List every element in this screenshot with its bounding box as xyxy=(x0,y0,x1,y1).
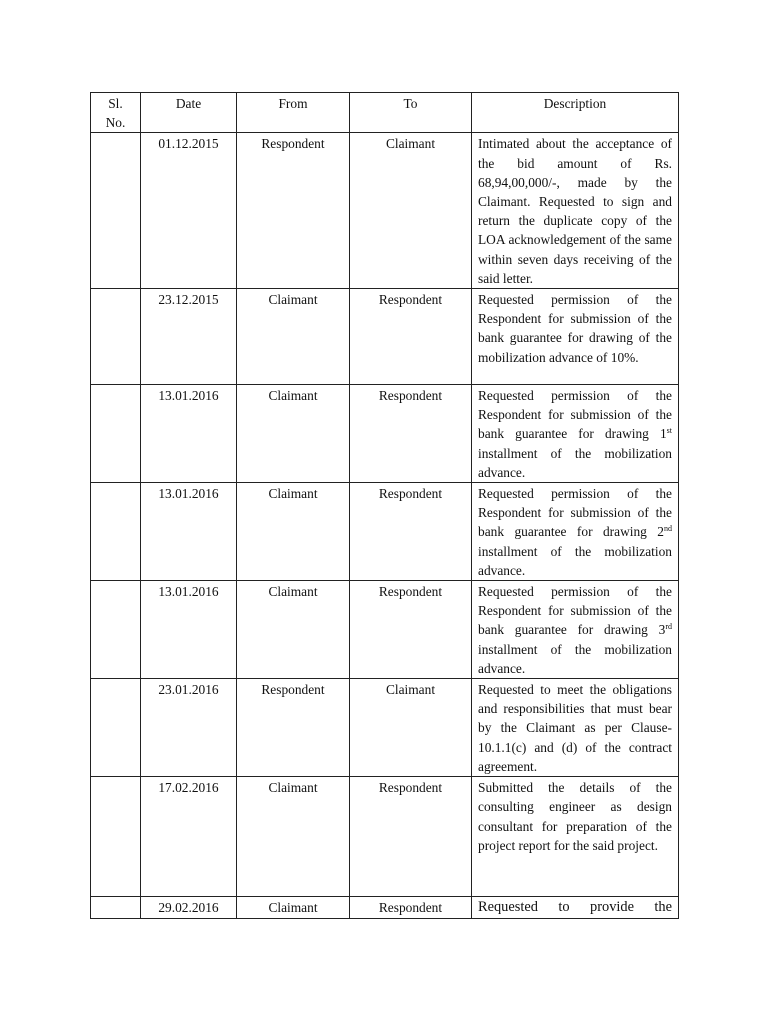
header-to: To xyxy=(350,93,472,133)
cell-sl-no xyxy=(91,289,141,385)
cell-from: Claimant xyxy=(237,581,350,679)
cell-from: Claimant xyxy=(237,483,350,581)
table-row xyxy=(91,777,679,897)
cell-date: 23.12.2015 xyxy=(141,289,237,385)
cell-sl-no xyxy=(91,133,141,289)
cell-date: 29.02.2016 xyxy=(141,897,237,919)
cell-description: Intimated about the acceptance of the bid amount of Rs. 68,94,00,000/-, made by the Claimant. Requested to sign and return the duplicate copy of the LOA acknowledgement of the same within seven days receiving of the said letter. xyxy=(472,133,679,289)
cell-from: Respondent xyxy=(237,679,350,777)
table-row xyxy=(91,133,679,289)
description-text: Requested permission of the Respondent for submission of the bank guarantee for drawing 3 xyxy=(478,584,672,638)
cell-sl-no xyxy=(91,897,141,919)
description-text: Requested permission of the Respondent for submission of the bank guarantee for drawing 2 xyxy=(478,486,672,540)
description-text: Requested permission of the Respondent for submission of the bank guarantee for drawing 1 xyxy=(478,388,672,442)
cell-to: Respondent xyxy=(350,289,472,385)
table-row xyxy=(91,483,679,581)
cell-description: Submitted the details of the consulting engineer as design consultant for preparation of the project report for the said project. xyxy=(472,777,679,897)
header-from: From xyxy=(237,93,350,133)
cell-date: 13.01.2016 xyxy=(141,385,237,483)
table-row xyxy=(91,289,679,385)
table-row xyxy=(91,679,679,777)
cell-date: 13.01.2016 xyxy=(141,581,237,679)
cell-sl-no xyxy=(91,581,141,679)
cell-description: Requested to meet the obligations and responsibilities that must bear by the Claimant as per Clause-10.1.1(c) and (d) of the contract agreement. xyxy=(472,679,679,777)
cell-date: 17.02.2016 xyxy=(141,777,237,897)
cell-date: 13.01.2016 xyxy=(141,483,237,581)
cell-sl-no xyxy=(91,385,141,483)
cell-description xyxy=(472,581,679,679)
cell-to: Respondent xyxy=(350,897,472,919)
table-row xyxy=(91,385,679,483)
correspondence-table xyxy=(90,92,679,919)
description-text-continued: installment of the mobilization advance. xyxy=(478,641,672,676)
table-row xyxy=(91,897,679,919)
cell-from: Claimant xyxy=(237,289,350,385)
cell-to: Claimant xyxy=(350,679,472,777)
cell-sl-no xyxy=(91,679,141,777)
cell-sl-no xyxy=(91,483,141,581)
ordinal-superscript: rd xyxy=(665,622,672,632)
cell-description: Requested to provide the xyxy=(472,897,679,919)
cell-to: Respondent xyxy=(350,777,472,897)
cell-description xyxy=(472,385,679,483)
cell-date: 23.01.2016 xyxy=(141,679,237,777)
cell-from: Claimant xyxy=(237,897,350,919)
description-text-continued: installment of the mobilization advance. xyxy=(478,543,672,578)
header-date: Date xyxy=(141,93,237,133)
cell-from: Claimant xyxy=(237,777,350,897)
header-sl-no: Sl. No. xyxy=(91,93,141,133)
cell-description xyxy=(472,483,679,581)
cell-description: Requested permission of the Respondent for submission of the bank guarantee for drawing of the mobilization advance of 10%. xyxy=(472,289,679,385)
cell-from: Claimant xyxy=(237,385,350,483)
ordinal-superscript: nd xyxy=(664,524,672,534)
table-row xyxy=(91,581,679,679)
description-text-continued: installment of the mobilization advance. xyxy=(478,445,672,480)
cell-to: Respondent xyxy=(350,581,472,679)
header-description: Description xyxy=(472,93,679,133)
cell-from: Respondent xyxy=(237,133,350,289)
cell-sl-no xyxy=(91,777,141,897)
cell-date: 01.12.2015 xyxy=(141,133,237,289)
ordinal-superscript: st xyxy=(666,426,672,436)
cell-to: Respondent xyxy=(350,385,472,483)
table-header-row xyxy=(91,93,679,133)
cell-to: Respondent xyxy=(350,483,472,581)
cell-to: Claimant xyxy=(350,133,472,289)
